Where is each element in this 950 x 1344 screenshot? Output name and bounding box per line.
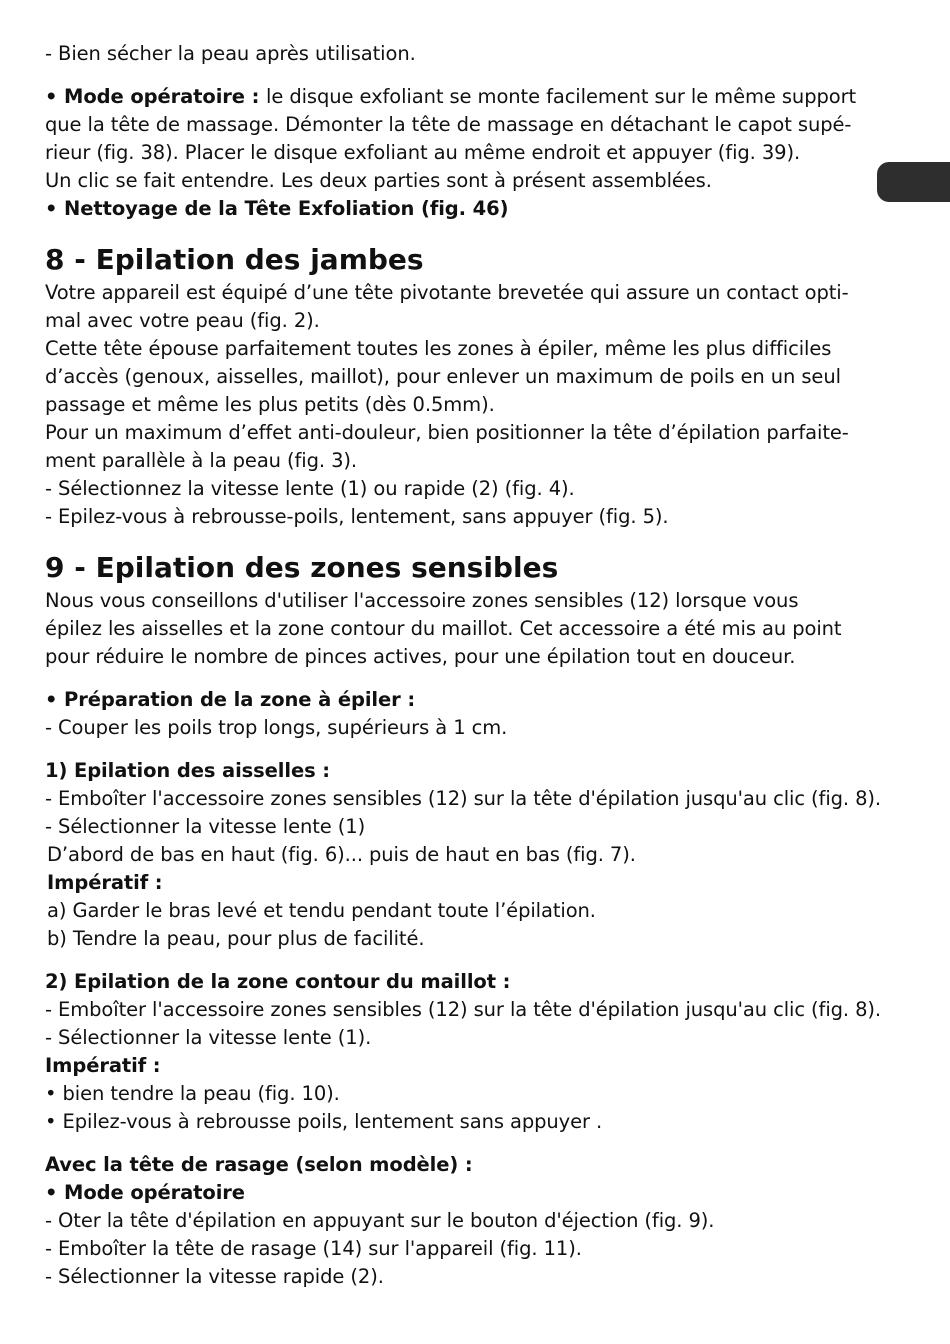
text-line: - Sélectionner la vitesse rapide (2). xyxy=(45,1265,384,1288)
text-line: - Sélectionnez la vitesse lente (1) ou rapide (2) (fig. 4). xyxy=(45,477,575,500)
bold-label: • Mode opératoire : xyxy=(45,85,267,108)
bold-line: • Mode opératoire xyxy=(45,1181,245,1204)
text-line: Pour un maximum d’effet anti-douleur, bien positionner la tête d’épilation parfaite- xyxy=(45,421,849,444)
page-content xyxy=(45,40,880,1291)
text-line: ment parallèle à la peau (fig. 3). xyxy=(45,449,358,472)
text-line: d’accès (genoux, aisselles, maillot), pour enlever un maximum de poils en un seul xyxy=(45,365,841,388)
text-line: • Mode opératoire : le disque exfoliant se monte facilement sur le même support xyxy=(45,85,857,108)
text-line: Cette tête épouse parfaitement toutes les zones à épiler, même les plus difficiles xyxy=(45,337,832,360)
text-line: Nous vous conseillons d'utiliser l'accessoire zones sensibles (12) lorsque vous xyxy=(45,589,799,612)
text-line: • bien tendre la peau (fig. 10). xyxy=(45,1082,340,1105)
text-line: pour réduire le nombre de pinces actives, pour une épilation tout en douceur. xyxy=(45,645,796,668)
bold-line: • Nettoyage de la Tête Exfoliation (fig. 46) xyxy=(45,197,509,220)
bold-line: Impératif : xyxy=(47,871,163,894)
text-line: - Emboîter l'accessoire zones sensibles (12) sur la tête d'épilation jusqu'au clic (fig. 8). xyxy=(45,787,882,810)
bold-line: 1) Epilation des aisselles : xyxy=(45,759,330,782)
text-line: - Bien sécher la peau après utilisation. xyxy=(45,42,416,65)
bold-line: • Préparation de la zone à épiler : xyxy=(45,688,416,711)
text-line: - Emboîter la tête de rasage (14) sur l'appareil (fig. 11). xyxy=(45,1237,582,1260)
text-line: D’abord de bas en haut (fig. 6)... puis de haut en bas (fig. 7). xyxy=(47,843,636,866)
bold-line: Avec la tête de rasage (selon modèle) : xyxy=(45,1153,473,1176)
text-line: - Epilez-vous à rebrousse-poils, lentement, sans appuyer (fig. 5). xyxy=(45,505,669,528)
bold-line: Impératif : xyxy=(45,1054,161,1077)
bold-line: 2) Epilation de la zone contour du maillot : xyxy=(45,970,511,993)
text-line: - Emboîter l'accessoire zones sensibles (12) sur la tête d'épilation jusqu'au clic (fig. 8). xyxy=(45,998,882,1021)
section-heading-9: 9 - Epilation des zones sensibles xyxy=(45,551,559,584)
text-line: Un clic se fait entendre. Les deux parties sont à présent assemblées. xyxy=(45,169,712,192)
text-line: a) Garder le bras levé et tendu pendant toute l’épilation. xyxy=(47,899,596,922)
text-line: passage et même les plus petits (dès 0.5mm). xyxy=(45,393,495,416)
text-line: rieur (fig. 38). Placer le disque exfoliant au même endroit et appuyer (fig. 39). xyxy=(45,141,801,164)
text-line: • Epilez-vous à rebrousse poils, lentement sans appuyer . xyxy=(45,1110,603,1133)
text-line: épilez les aisselles et la zone contour du maillot. Cet accessoire a été mis au point xyxy=(45,617,842,640)
text-line: - Oter la tête d'épilation en appuyant sur le bouton d'éjection (fig. 9). xyxy=(45,1209,715,1232)
section-heading-8: 8 - Epilation des jambes xyxy=(45,243,424,276)
text-line: mal avec votre peau (fig. 2). xyxy=(45,309,320,332)
text-line: - Couper les poils trop longs, supérieurs à 1 cm. xyxy=(45,716,508,739)
text-line: b) Tendre la peau, pour plus de facilité. xyxy=(47,927,425,950)
text-line: - Sélectionner la vitesse lente (1) xyxy=(45,815,366,838)
text-line: que la tête de massage. Démonter la tête de massage en détachant le capot supé- xyxy=(45,113,852,136)
text-line: Votre appareil est équipé d’une tête pivotante brevetée qui assure un contact opti- xyxy=(45,281,849,304)
text-line: - Sélectionner la vitesse lente (1). xyxy=(45,1026,372,1049)
language-tab-marker xyxy=(877,162,950,202)
